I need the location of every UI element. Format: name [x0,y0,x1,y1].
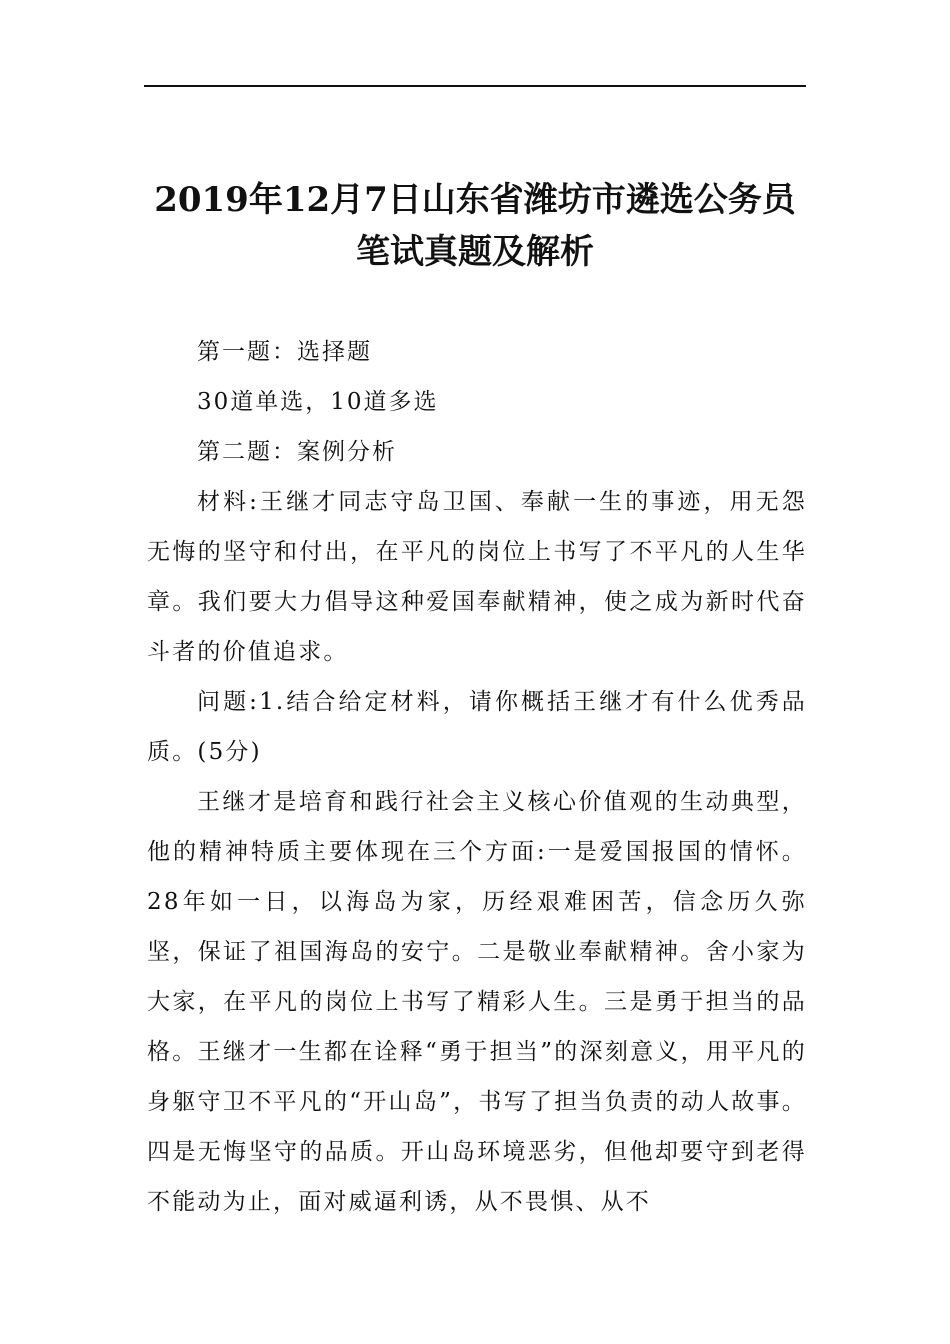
section-heading-choice: 第一题：选择题 [197,339,372,365]
title-line-2: 笔试真题及解析 [356,232,594,272]
question-paragraph: 问题:1.结合给定材料，请你概括王继才有什么优秀品质。(5分) [147,689,807,765]
title-line-1: 2019年12月7日山东省潍坊市遴选公务员 [154,180,796,220]
document-title [120,174,830,278]
document-body [147,327,807,1227]
header-rule [144,85,806,87]
choice-question-count: 30道单选，10道多选 [197,389,439,415]
section-heading-case: 第二题：案例分析 [197,439,397,465]
material-paragraph: 材料:王继才同志守岛卫国、奉献一生的事迹，用无怨无悔的坚守和付出，在平凡的岗位上书写了不平凡的人生华章。我们要大力倡导这种爱国奉献精神，使之成为新时代奋斗者的价值追求。 [147,489,807,665]
answer-paragraph: 王继才是培育和践行社会主义核心价值观的生动典型，他的精神特质主要体现在三个方面:一是爱国报国的情怀。28年如一日，以海岛为家，历经艰难困苦，信念历久弥坚，保证了祖国海岛的安宁。二是敬业奉献精神。舍小家为大家，在平凡的岗位上书写了精彩人生。三是勇于担当的品格。王继才一生都在诠释“勇于担当”的深刻意义，用平凡的身躯守卫不平凡的“开山岛”，书写了担当负责的动人故事。四是无悔坚守的品质。开山岛环境恶劣，但他却要守到老得不能动为止，面对威逼利诱，从不畏惧、从不 [147,789,807,1215]
